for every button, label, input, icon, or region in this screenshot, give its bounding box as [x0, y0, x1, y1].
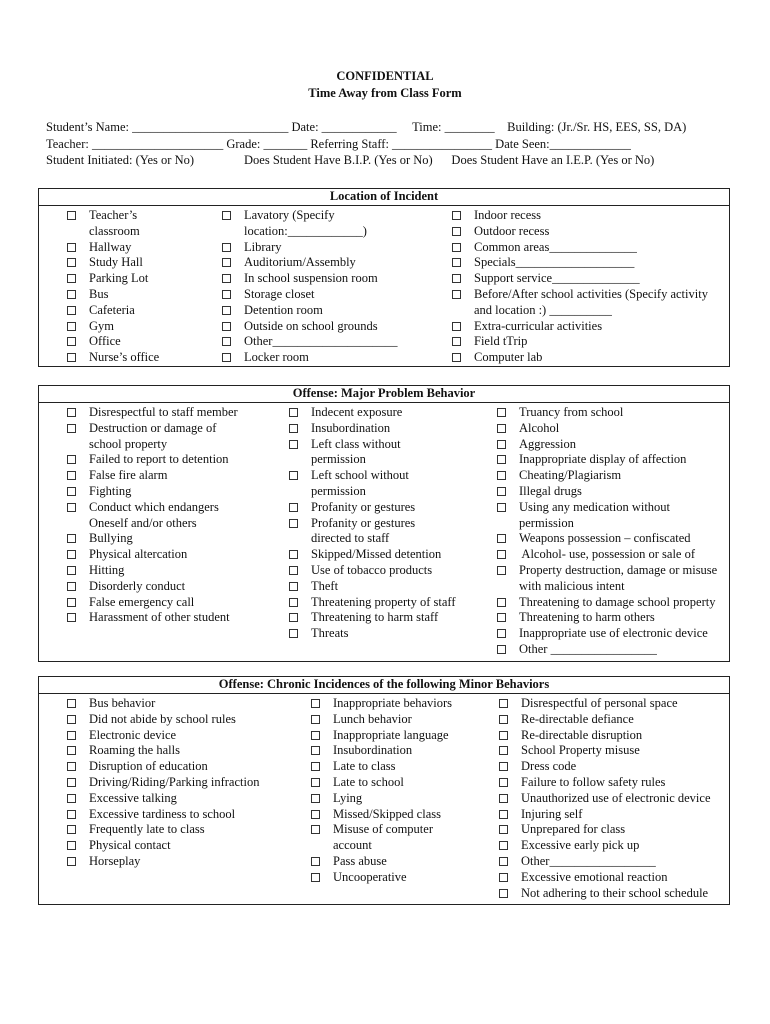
- checkbox[interactable]: [499, 825, 508, 834]
- checkbox-label: Profanity or gestures directed to staff: [311, 515, 416, 546]
- flags-info-line[interactable]: Student Initiated: (Yes or No) Does Student Have B.I.P. (Yes or No) Does Student Have an I.E.P. (Yes or No): [46, 153, 655, 167]
- checkbox-label: Cafeteria: [89, 302, 135, 317]
- checkbox-label: Locker room: [244, 350, 309, 365]
- checkbox-label: Field tTrip: [474, 334, 528, 349]
- checkbox[interactable]: [289, 613, 298, 622]
- checkbox[interactable]: [497, 503, 506, 512]
- checkbox[interactable]: [497, 487, 506, 496]
- checkbox[interactable]: [499, 699, 508, 708]
- major-behavior-section: [38, 385, 730, 662]
- checkbox-label: Alcohol- use, possession or sale of: [519, 547, 696, 562]
- checkbox[interactable]: [499, 873, 508, 882]
- checkbox[interactable]: [67, 598, 76, 607]
- checkbox[interactable]: [497, 598, 506, 607]
- checkbox-label: Profanity or gestures: [311, 499, 416, 514]
- checkbox-label: Threatening to harm staff: [311, 610, 439, 625]
- checkbox[interactable]: [497, 424, 506, 433]
- checkbox-label: Illegal drugs: [519, 484, 582, 498]
- checkbox[interactable]: [222, 211, 231, 220]
- checkbox[interactable]: [452, 211, 461, 220]
- checkbox[interactable]: [311, 746, 320, 755]
- checkbox[interactable]: [222, 353, 231, 362]
- checkbox[interactable]: [289, 503, 298, 512]
- checkbox[interactable]: [311, 762, 320, 771]
- checkbox[interactable]: [311, 857, 320, 866]
- checkbox[interactable]: [67, 322, 76, 331]
- checkbox[interactable]: [67, 471, 76, 480]
- checkbox-label: Pass abuse: [333, 854, 387, 868]
- checkbox-label: Insubordination: [333, 743, 413, 758]
- checkbox-label: Before/After school activities (Specify activity and location :) __________: [474, 287, 708, 317]
- checkbox-label: Aggression: [519, 436, 576, 451]
- checkbox[interactable]: [67, 258, 76, 267]
- checkbox-label: Re-directable defiance: [521, 711, 634, 726]
- checkbox[interactable]: [67, 353, 76, 362]
- checkbox[interactable]: [67, 337, 76, 346]
- checkbox-label: Late to class: [333, 759, 396, 774]
- checkbox[interactable]: [67, 306, 76, 315]
- checkbox-label: Misuse of computer account: [333, 822, 433, 853]
- checkbox[interactable]: [67, 699, 76, 708]
- checkbox[interactable]: [67, 857, 76, 866]
- checkbox[interactable]: [499, 889, 508, 898]
- checkbox[interactable]: [67, 455, 76, 464]
- checkbox-label: Common areas______________: [474, 239, 637, 254]
- checkbox[interactable]: [497, 455, 506, 464]
- checkbox[interactable]: [67, 731, 76, 740]
- checkbox-label: Horseplay: [89, 854, 141, 868]
- checkbox[interactable]: [67, 810, 76, 819]
- checkbox-label: Use of tobacco products: [311, 563, 433, 577]
- checkbox[interactable]: [311, 699, 320, 708]
- checkbox[interactable]: [67, 794, 76, 803]
- checkbox-label: Hallway: [89, 239, 132, 254]
- checkbox[interactable]: [311, 810, 320, 819]
- checkbox-label: Harassment of other student: [89, 610, 230, 625]
- minor-behavior-section-title: Offense: Chronic Incidences of the following Minor Behaviors: [39, 677, 729, 694]
- checkbox-label: Indecent exposure: [311, 405, 403, 419]
- checkbox[interactable]: [452, 353, 461, 362]
- checkbox-label: In school suspension room: [244, 271, 378, 286]
- checkbox[interactable]: [67, 841, 76, 850]
- checkbox-label: Detention room: [244, 302, 323, 317]
- checkbox[interactable]: [499, 810, 508, 819]
- checkbox[interactable]: [289, 424, 298, 433]
- checkbox-label: Threatening to damage school property: [519, 594, 716, 609]
- checkbox-label: Failed to report to detention: [89, 452, 229, 467]
- checkbox-label: Excessive talking: [89, 790, 177, 805]
- checkbox-label: Not adhering to their school schedule: [521, 885, 709, 900]
- checkbox-label: Late to school: [333, 775, 404, 789]
- checkbox[interactable]: [452, 322, 461, 331]
- checkbox[interactable]: [222, 290, 231, 299]
- checkbox[interactable]: [67, 778, 76, 787]
- location-section-title: Location of Incident: [39, 189, 729, 206]
- checkbox-label: False fire alarm: [89, 468, 168, 483]
- checkbox[interactable]: [497, 613, 506, 622]
- checkbox[interactable]: [311, 794, 320, 803]
- checkbox-label: Cheating/Plagiarism: [519, 468, 622, 483]
- checkbox[interactable]: [222, 322, 231, 331]
- checkbox-label: Unprepared for class: [521, 822, 626, 837]
- checkbox[interactable]: [311, 731, 320, 740]
- checkbox-label: Theft: [311, 578, 339, 593]
- checkbox-label: Destruction or damage of school property: [89, 420, 217, 451]
- checkbox-label: Specials___________________: [474, 255, 635, 270]
- checkbox-label: Inappropriate use of electronic device: [519, 626, 708, 641]
- checkbox-label: Driving/Riding/Parking infraction: [89, 775, 260, 789]
- checkbox[interactable]: [67, 566, 76, 575]
- checkbox-label: Storage closet: [244, 287, 315, 301]
- checkbox[interactable]: [452, 337, 461, 346]
- checkbox[interactable]: [67, 534, 76, 543]
- checkbox[interactable]: [67, 211, 76, 220]
- checkbox[interactable]: [497, 645, 506, 654]
- checkbox-label: Lying: [333, 790, 363, 805]
- checkbox-label: Roaming the halls: [89, 743, 180, 758]
- checkbox-label: Threatening to harm others: [519, 610, 655, 625]
- checkbox-label: Threatening property of staff: [311, 594, 456, 609]
- checkbox[interactable]: [222, 274, 231, 283]
- checkbox-label: Extra-curricular activities: [474, 318, 603, 333]
- checkbox-label: Unauthorized use of electronic device: [521, 790, 711, 805]
- checkbox-label: Missed/Skipped class: [333, 806, 441, 821]
- checkbox[interactable]: [67, 613, 76, 622]
- checkbox[interactable]: [499, 778, 508, 787]
- form-title: Time Away from Class Form: [308, 86, 462, 100]
- checkbox-label: Office: [89, 334, 121, 349]
- checkbox[interactable]: [311, 715, 320, 724]
- checkbox-label: Computer lab: [474, 350, 543, 365]
- checkbox-label: Using any medication without permission: [519, 499, 671, 530]
- checkbox[interactable]: [497, 629, 506, 638]
- checkbox[interactable]: [289, 566, 298, 575]
- checkbox[interactable]: [289, 598, 298, 607]
- checkbox-label: Inappropriate language: [333, 727, 449, 742]
- checkbox[interactable]: [497, 534, 506, 543]
- checkbox[interactable]: [222, 243, 231, 252]
- checkbox[interactable]: [222, 258, 231, 267]
- checkbox-label: Conduct which endangers Oneself and/or others: [89, 499, 219, 530]
- checkbox[interactable]: [499, 731, 508, 740]
- checkbox[interactable]: [499, 746, 508, 755]
- checkbox-label: False emergency call: [89, 594, 195, 609]
- checkbox[interactable]: [289, 471, 298, 480]
- student-info-line[interactable]: Student’s Name: _________________________ Date: ____________ Time: ________ Building: (Jr./Sr. HS, EES, SS, DA): [46, 120, 687, 134]
- checkbox-label: Weapons possession – confiscated: [519, 531, 691, 546]
- checkbox[interactable]: [289, 408, 298, 417]
- checkbox-label: Injuring self: [521, 806, 583, 821]
- checkbox[interactable]: [497, 440, 506, 449]
- checkbox[interactable]: [67, 582, 76, 591]
- checkbox[interactable]: [67, 243, 76, 252]
- checkbox[interactable]: [67, 715, 76, 724]
- checkbox-label: Lavatory (Specify location:____________): [244, 208, 367, 238]
- checkbox[interactable]: [497, 566, 506, 575]
- checkbox-label: Bus behavior: [89, 696, 156, 710]
- checkbox-label: Alcohol: [519, 420, 560, 435]
- checkbox[interactable]: [452, 227, 461, 236]
- major-behavior-section-title: Offense: Major Problem Behavior: [39, 386, 729, 403]
- checkbox-label: Skipped/Missed detention: [311, 547, 442, 562]
- checkbox[interactable]: [452, 243, 461, 252]
- checkbox-label: Parking Lot: [89, 271, 149, 286]
- checkbox[interactable]: [67, 487, 76, 496]
- checkbox-label: Property destruction, damage or misuse with malicious intent: [519, 563, 718, 593]
- checkbox-label: School Property misuse: [521, 743, 640, 758]
- checkbox-label: Indoor recess: [474, 208, 541, 222]
- checkbox-label: Left school without permission: [311, 468, 409, 498]
- checkbox-label: Outdoor recess: [474, 223, 550, 238]
- checkbox[interactable]: [499, 857, 508, 866]
- checkbox-label: Other_________________: [521, 854, 656, 868]
- checkbox[interactable]: [289, 440, 298, 449]
- checkbox[interactable]: [289, 519, 298, 528]
- minor-behavior-section: [38, 676, 730, 905]
- checkbox-label: Physical contact: [89, 838, 171, 853]
- checkbox-label: Disruption of education: [89, 759, 208, 774]
- checkbox[interactable]: [497, 550, 506, 559]
- checkbox[interactable]: [67, 408, 76, 417]
- checkbox-label: Physical altercation: [89, 547, 188, 562]
- checkbox-label: Excessive tardiness to school: [89, 806, 236, 821]
- checkbox-label: Excessive emotional reaction: [521, 869, 668, 884]
- confidential-label: CONFIDENTIAL: [336, 69, 434, 83]
- checkbox[interactable]: [67, 825, 76, 834]
- checkbox-label: Inappropriate behaviors: [333, 696, 453, 710]
- checkbox-label: Disrespectful of personal space: [521, 696, 678, 710]
- checkbox[interactable]: [222, 306, 231, 315]
- checkbox[interactable]: [499, 794, 508, 803]
- checkbox[interactable]: [289, 582, 298, 591]
- checkbox[interactable]: [311, 825, 320, 834]
- checkbox[interactable]: [499, 841, 508, 850]
- checkbox-label: Lunch behavior: [333, 711, 412, 726]
- checkbox[interactable]: [289, 629, 298, 638]
- checkbox[interactable]: [311, 873, 320, 882]
- checkbox[interactable]: [67, 290, 76, 299]
- checkbox[interactable]: [67, 424, 76, 433]
- checkbox-label: Other____________________: [244, 334, 398, 349]
- checkbox[interactable]: [452, 290, 461, 299]
- checkbox-label: Auditorium/Assembly: [244, 255, 356, 270]
- checkbox[interactable]: [311, 778, 320, 787]
- checkbox[interactable]: [222, 337, 231, 346]
- checkbox[interactable]: [67, 746, 76, 755]
- checkbox-label: Excessive early pick up: [521, 838, 640, 853]
- checkbox-label: Insubordination: [311, 420, 391, 435]
- checkbox-label: Bus: [89, 287, 109, 301]
- checkbox-label: Re-directable disruption: [521, 727, 643, 742]
- checkbox[interactable]: [67, 274, 76, 283]
- checkbox-label: Library: [244, 239, 282, 254]
- checkbox[interactable]: [499, 715, 508, 724]
- checkbox[interactable]: [497, 471, 506, 480]
- checkbox-label: Frequently late to class: [89, 822, 205, 837]
- checkbox-label: Threats: [311, 626, 349, 641]
- checkbox-label: Hitting: [89, 563, 125, 577]
- checkbox[interactable]: [289, 550, 298, 559]
- checkbox[interactable]: [452, 258, 461, 267]
- checkbox-label: Support service______________: [474, 271, 640, 286]
- checkbox-label: Dress code: [521, 759, 577, 774]
- checkbox-label: Left class without permission: [311, 436, 401, 467]
- checkbox-label: Truancy from school: [519, 405, 624, 419]
- checkbox-label: Study Hall: [89, 255, 143, 270]
- checkbox-label: Gym: [89, 318, 114, 333]
- checkbox-label: Outside on school grounds: [244, 318, 378, 333]
- checkbox-label: Disrespectful to staff member: [89, 405, 238, 419]
- checkbox-label: Did not abide by school rules: [89, 711, 236, 726]
- checkbox[interactable]: [67, 550, 76, 559]
- checkbox[interactable]: [67, 762, 76, 771]
- checkbox-label: Inappropriate display of affection: [519, 452, 687, 467]
- checkbox[interactable]: [497, 408, 506, 417]
- checkbox-label: Teacher’s classroom: [89, 208, 140, 238]
- checkbox-label: Nurse’s office: [89, 350, 160, 365]
- checkbox-label: Electronic device: [89, 727, 177, 742]
- teacher-info-line[interactable]: Teacher: _____________________ Grade: _______ Referring Staff: ________________ Date Seen:_____________: [46, 137, 631, 151]
- checkbox-label: Disorderly conduct: [89, 578, 186, 593]
- checkbox-label: Fighting: [89, 484, 132, 498]
- checkbox-label: Failure to follow safety rules: [521, 775, 666, 789]
- checkbox[interactable]: [67, 503, 76, 512]
- checkbox-label: Other _________________: [519, 642, 657, 656]
- checkbox-label: Bullying: [89, 531, 133, 546]
- checkbox[interactable]: [499, 762, 508, 771]
- location-section: [38, 188, 730, 367]
- checkbox-label: Uncooperative: [333, 869, 407, 884]
- checkbox[interactable]: [452, 274, 461, 283]
